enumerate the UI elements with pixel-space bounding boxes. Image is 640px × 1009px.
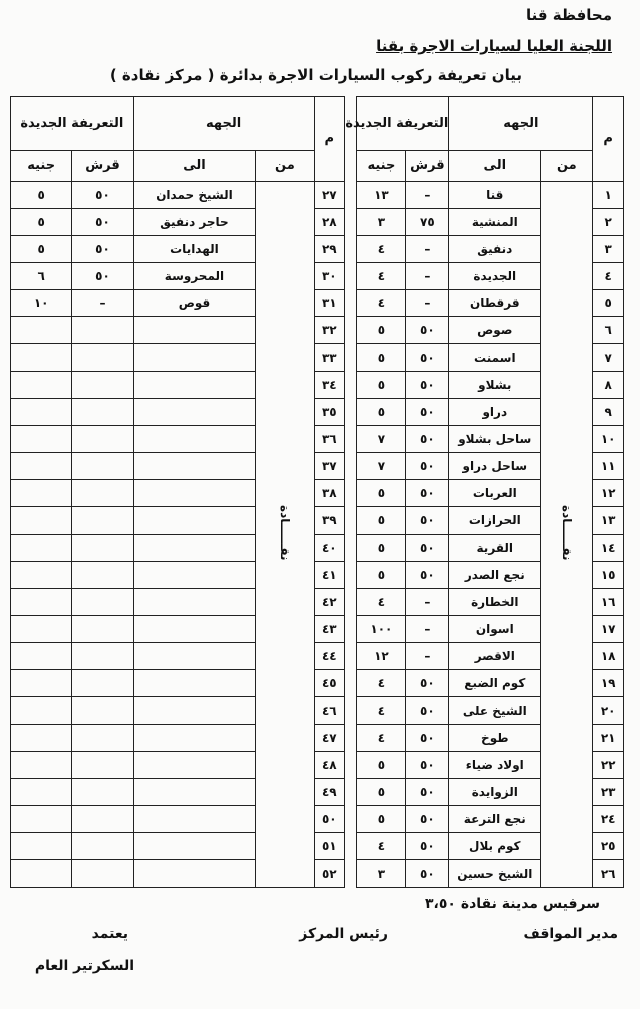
destination-cell: اسمنت xyxy=(449,344,541,371)
destination-cell xyxy=(133,425,256,452)
destination-cell: طوخ xyxy=(449,724,541,751)
destination-cell: دنفيق xyxy=(449,235,541,262)
destination-cell: كوم بلال xyxy=(449,833,541,860)
row-number: ١٤ xyxy=(593,534,624,561)
pound-cell: ٣ xyxy=(357,208,406,235)
piaster-cell xyxy=(72,534,133,561)
row-number: ١٢ xyxy=(593,480,624,507)
piaster-cell xyxy=(72,371,133,398)
pound-cell: ٥ xyxy=(357,344,406,371)
row-number: ٨ xyxy=(593,371,624,398)
destination-cell: الشيخ على xyxy=(449,697,541,724)
row-number: ٣٥ xyxy=(314,398,345,425)
piaster-cell: ٥٠ xyxy=(406,317,449,344)
table-row xyxy=(11,806,624,833)
destination-cell xyxy=(133,317,256,344)
table-row xyxy=(11,534,624,561)
destination-cell xyxy=(133,398,256,425)
piaster-cell: ٥٠ xyxy=(72,235,133,262)
row-number: ٤١ xyxy=(314,561,345,588)
pound-cell: ٥ xyxy=(11,235,72,262)
destination-cell xyxy=(133,480,256,507)
destination-cell: ساحل دراو xyxy=(449,453,541,480)
table-row xyxy=(11,208,624,235)
piaster-cell xyxy=(72,398,133,425)
destination-cell xyxy=(133,534,256,561)
row-number: ٤٣ xyxy=(314,616,345,643)
piaster-cell xyxy=(72,507,133,534)
row-number: ٣٦ xyxy=(314,425,345,452)
pound-cell xyxy=(11,561,72,588)
piaster-cell: ٥٠ xyxy=(72,181,133,208)
pound-cell xyxy=(11,778,72,805)
row-number: ٤٩ xyxy=(314,778,345,805)
destination-cell xyxy=(133,588,256,615)
pound-cell: ٥ xyxy=(11,181,72,208)
row-number: ٣٧ xyxy=(314,453,345,480)
row-number: ٥١ xyxy=(314,833,345,860)
origin-cell xyxy=(256,181,314,887)
col-header-new-fare: التعريفة الجديدة xyxy=(11,97,134,151)
row-number: ١١ xyxy=(593,453,624,480)
col-header-no: م xyxy=(593,97,624,182)
pound-cell: ١٠٠ xyxy=(357,616,406,643)
row-number: ٢٠ xyxy=(593,697,624,724)
pound-cell xyxy=(11,806,72,833)
table-row xyxy=(11,833,624,860)
pound-cell: ٥ xyxy=(357,778,406,805)
governorate-title: محافظة قنا xyxy=(525,6,612,24)
destination-cell: الخطارة xyxy=(449,588,541,615)
piaster-cell xyxy=(72,344,133,371)
destination-cell: نجع الترعة xyxy=(449,806,541,833)
row-number: ٢٨ xyxy=(314,208,345,235)
piaster-cell xyxy=(72,806,133,833)
pound-cell xyxy=(11,344,72,371)
origin-label: نقــــــادة xyxy=(559,505,574,561)
table-row xyxy=(11,398,624,425)
row-number: ٣٠ xyxy=(314,262,345,289)
row-number: ٣٣ xyxy=(314,344,345,371)
table-row xyxy=(11,453,624,480)
pound-cell: ٥ xyxy=(357,561,406,588)
destination-cell: قنا xyxy=(449,181,541,208)
pound-cell: ٤ xyxy=(357,724,406,751)
row-number: ٤٦ xyxy=(314,697,345,724)
pound-cell: ٥ xyxy=(357,751,406,778)
table-row xyxy=(11,588,624,615)
destination-cell: نجع الصدر xyxy=(449,561,541,588)
pound-cell xyxy=(11,588,72,615)
column-gap xyxy=(345,97,357,182)
destination-cell xyxy=(133,751,256,778)
destination-cell xyxy=(133,670,256,697)
table-row xyxy=(11,235,624,262)
piaster-cell xyxy=(72,453,133,480)
destination-cell: الحرازات xyxy=(449,507,541,534)
piaster-cell xyxy=(72,697,133,724)
piaster-cell: ٥٠ xyxy=(406,398,449,425)
col-header-to: الى xyxy=(133,151,256,181)
destination-cell xyxy=(133,806,256,833)
row-number: ٥ xyxy=(593,290,624,317)
row-number: ٢١ xyxy=(593,724,624,751)
committee-title: اللجنة العليا لسيارات الاجرة بقنا xyxy=(376,37,612,55)
row-number: ٤٤ xyxy=(314,643,345,670)
destination-cell xyxy=(133,833,256,860)
destination-cell: دراو xyxy=(449,398,541,425)
row-number: ٣٢ xyxy=(314,317,345,344)
pound-cell: ٦ xyxy=(11,262,72,289)
approval-label: يعتمد xyxy=(91,926,128,942)
col-header-piaster: قرش xyxy=(72,151,133,181)
destination-cell: الاقصر xyxy=(449,643,541,670)
row-number: ٣ xyxy=(593,235,624,262)
row-number: ١٣ xyxy=(593,507,624,534)
row-number: ١ xyxy=(593,181,624,208)
pound-cell: ٤ xyxy=(357,670,406,697)
pound-cell xyxy=(11,670,72,697)
pound-cell xyxy=(11,480,72,507)
table-row xyxy=(11,371,624,398)
destination-cell: بشلاو xyxy=(449,371,541,398)
piaster-cell: ٥٠ xyxy=(406,507,449,534)
table-row xyxy=(11,616,624,643)
piaster-cell: ٥٠ xyxy=(406,453,449,480)
pound-cell: ١٣ xyxy=(357,181,406,208)
pound-cell: ٥ xyxy=(357,398,406,425)
piaster-cell xyxy=(72,724,133,751)
destination-cell: القرية xyxy=(449,534,541,561)
table-row xyxy=(11,860,624,888)
row-number: ٤٧ xyxy=(314,724,345,751)
row-number: ٤ xyxy=(593,262,624,289)
piaster-cell: ٥٠ xyxy=(406,697,449,724)
table-row xyxy=(11,778,624,805)
piaster-cell: ٥٠ xyxy=(406,724,449,751)
destination-cell xyxy=(133,724,256,751)
table-row xyxy=(11,507,624,534)
pound-cell xyxy=(11,724,72,751)
destination-cell: المحروسة xyxy=(133,262,256,289)
row-number: ٥٠ xyxy=(314,806,345,833)
row-number: ١٥ xyxy=(593,561,624,588)
pound-cell xyxy=(11,507,72,534)
piaster-cell: – xyxy=(406,616,449,643)
row-number: ١٨ xyxy=(593,643,624,670)
center-head-signature-label: رئيس المركز xyxy=(299,926,388,942)
row-number: ٣١ xyxy=(314,290,345,317)
col-header-from: من xyxy=(256,151,314,181)
destination-cell xyxy=(133,453,256,480)
destination-cell: الجديدة xyxy=(449,262,541,289)
row-number: ٢٦ xyxy=(593,860,624,888)
destination-cell: الشيخ حمدان xyxy=(133,181,256,208)
pound-cell xyxy=(11,833,72,860)
piaster-cell: ٥٠ xyxy=(406,561,449,588)
pound-cell: ٥ xyxy=(357,507,406,534)
destination-cell xyxy=(133,697,256,724)
destination-cell xyxy=(133,860,256,888)
row-number: ١٦ xyxy=(593,588,624,615)
table-row xyxy=(11,181,624,208)
row-number: ٤٢ xyxy=(314,588,345,615)
pound-cell xyxy=(11,317,72,344)
piaster-cell: ٥٠ xyxy=(406,371,449,398)
table-row xyxy=(11,290,624,317)
destination-cell xyxy=(133,371,256,398)
pound-cell xyxy=(11,697,72,724)
piaster-cell xyxy=(72,561,133,588)
row-number: ١٩ xyxy=(593,670,624,697)
destination-cell: العربات xyxy=(449,480,541,507)
row-number: ٤٠ xyxy=(314,534,345,561)
statement-title: بيان تعريفة ركوب السيارات الاجرة بدائرة ( مركز نقادة ) xyxy=(109,66,522,84)
table-row xyxy=(11,344,624,371)
piaster-cell: ٥٠ xyxy=(72,262,133,289)
pound-cell: ٣ xyxy=(357,860,406,888)
col-header-direction: الجهه xyxy=(133,97,314,151)
manager-signature-label: مدير المواقف xyxy=(523,926,618,942)
table-row xyxy=(11,561,624,588)
piaster-cell xyxy=(72,860,133,888)
table-row xyxy=(11,670,624,697)
table-row xyxy=(11,480,624,507)
origin-cell xyxy=(541,181,593,887)
col-header-no: م xyxy=(314,97,345,182)
table-row xyxy=(11,724,624,751)
pound-cell: ٤ xyxy=(357,290,406,317)
row-number: ٤٨ xyxy=(314,751,345,778)
piaster-cell xyxy=(72,751,133,778)
destination-cell xyxy=(133,616,256,643)
col-header-new-fare: التعريفة الجديدة xyxy=(357,97,449,151)
row-number: ٣٨ xyxy=(314,480,345,507)
pound-cell: ٥ xyxy=(357,534,406,561)
piaster-cell: – xyxy=(406,262,449,289)
col-header-to: الى xyxy=(449,151,541,181)
piaster-cell: ٥٠ xyxy=(406,670,449,697)
row-number: ٣٤ xyxy=(314,371,345,398)
pound-cell: ٥ xyxy=(357,371,406,398)
pound-cell xyxy=(11,398,72,425)
piaster-cell xyxy=(72,670,133,697)
destination-cell: اسوان xyxy=(449,616,541,643)
piaster-cell: ٥٠ xyxy=(406,425,449,452)
pound-cell xyxy=(11,643,72,670)
destination-cell: صوص xyxy=(449,317,541,344)
secretary-signature-label: السكرتير العام xyxy=(34,958,134,974)
col-header-from: من xyxy=(541,151,593,181)
destination-cell xyxy=(133,561,256,588)
destination-cell: اولاد ضياء xyxy=(449,751,541,778)
pound-cell: ٥ xyxy=(357,806,406,833)
piaster-cell: ٥٠ xyxy=(406,534,449,561)
row-number: ٧ xyxy=(593,344,624,371)
column-gap xyxy=(345,181,357,887)
piaster-cell: – xyxy=(72,290,133,317)
pound-cell: ١٠ xyxy=(11,290,72,317)
piaster-cell: ٥٠ xyxy=(406,860,449,888)
row-number: ٢ xyxy=(593,208,624,235)
table-row xyxy=(11,317,624,344)
destination-cell: قرقطان xyxy=(449,290,541,317)
piaster-cell xyxy=(72,588,133,615)
piaster-cell xyxy=(72,833,133,860)
piaster-cell: – xyxy=(406,588,449,615)
destination-cell: الزوايدة xyxy=(449,778,541,805)
row-number: ٢٩ xyxy=(314,235,345,262)
col-header-pound: جنيه xyxy=(11,151,72,181)
table-row xyxy=(11,697,624,724)
col-header-direction: الجهه xyxy=(449,97,593,151)
destination-cell: المنشية xyxy=(449,208,541,235)
row-number: ٢٢ xyxy=(593,751,624,778)
pound-cell: ٤ xyxy=(357,262,406,289)
pound-cell xyxy=(11,534,72,561)
table-row xyxy=(11,643,624,670)
piaster-cell: ٥٠ xyxy=(406,751,449,778)
table-row xyxy=(11,262,624,289)
row-number: ١٧ xyxy=(593,616,624,643)
piaster-cell: ٧٥ xyxy=(406,208,449,235)
destination-cell: ساحل بشلاو xyxy=(449,425,541,452)
origin-label: نقــــــادة xyxy=(277,505,292,561)
piaster-cell xyxy=(72,616,133,643)
pound-cell: ٤ xyxy=(357,697,406,724)
piaster-cell: – xyxy=(406,235,449,262)
destination-cell: الشيخ حسين xyxy=(449,860,541,888)
piaster-cell: ٥٠ xyxy=(406,480,449,507)
piaster-cell: ٥٠ xyxy=(406,806,449,833)
row-number: ٢٧ xyxy=(314,181,345,208)
fare-table xyxy=(10,96,624,888)
pound-cell: ٤ xyxy=(357,833,406,860)
destination-cell: الهدايات xyxy=(133,235,256,262)
piaster-cell xyxy=(72,480,133,507)
piaster-cell xyxy=(72,425,133,452)
pound-cell xyxy=(11,860,72,888)
row-number: ١٠ xyxy=(593,425,624,452)
row-number: ٩ xyxy=(593,398,624,425)
destination-cell: كوم الضبع xyxy=(449,670,541,697)
destination-cell xyxy=(133,643,256,670)
service-note: سرفيس مدينة نقادة ٣،٥٠ xyxy=(425,896,600,912)
destination-cell: حاجر دنفيق xyxy=(133,208,256,235)
pound-cell: ٥ xyxy=(357,480,406,507)
pound-cell: ٧ xyxy=(357,453,406,480)
row-number: ٥٢ xyxy=(314,860,345,888)
piaster-cell xyxy=(72,643,133,670)
pound-cell xyxy=(11,751,72,778)
pound-cell: ١٢ xyxy=(357,643,406,670)
row-number: ٦ xyxy=(593,317,624,344)
pound-cell xyxy=(11,371,72,398)
pound-cell xyxy=(11,616,72,643)
piaster-cell: – xyxy=(406,643,449,670)
destination-cell: قوص xyxy=(133,290,256,317)
destination-cell xyxy=(133,778,256,805)
row-number: ٣٩ xyxy=(314,507,345,534)
row-number: ٢٤ xyxy=(593,806,624,833)
piaster-cell: ٥٠ xyxy=(406,778,449,805)
pound-cell: ٧ xyxy=(357,425,406,452)
pound-cell: ٤ xyxy=(357,588,406,615)
pound-cell xyxy=(11,425,72,452)
piaster-cell: – xyxy=(406,181,449,208)
destination-cell xyxy=(133,344,256,371)
pound-cell: ٥ xyxy=(11,208,72,235)
piaster-cell xyxy=(72,317,133,344)
table-row xyxy=(11,751,624,778)
piaster-cell: ٥٠ xyxy=(72,208,133,235)
piaster-cell: ٥٠ xyxy=(406,344,449,371)
pound-cell: ٥ xyxy=(357,317,406,344)
col-header-pound: جنيه xyxy=(357,151,406,181)
row-number: ٢٥ xyxy=(593,833,624,860)
row-number: ٤٥ xyxy=(314,670,345,697)
piaster-cell: – xyxy=(406,290,449,317)
piaster-cell: ٥٠ xyxy=(406,833,449,860)
row-number: ٢٣ xyxy=(593,778,624,805)
destination-cell xyxy=(133,507,256,534)
col-header-piaster: قرش xyxy=(406,151,449,181)
table-row xyxy=(11,425,624,452)
pound-cell xyxy=(11,453,72,480)
piaster-cell xyxy=(72,778,133,805)
pound-cell: ٤ xyxy=(357,235,406,262)
